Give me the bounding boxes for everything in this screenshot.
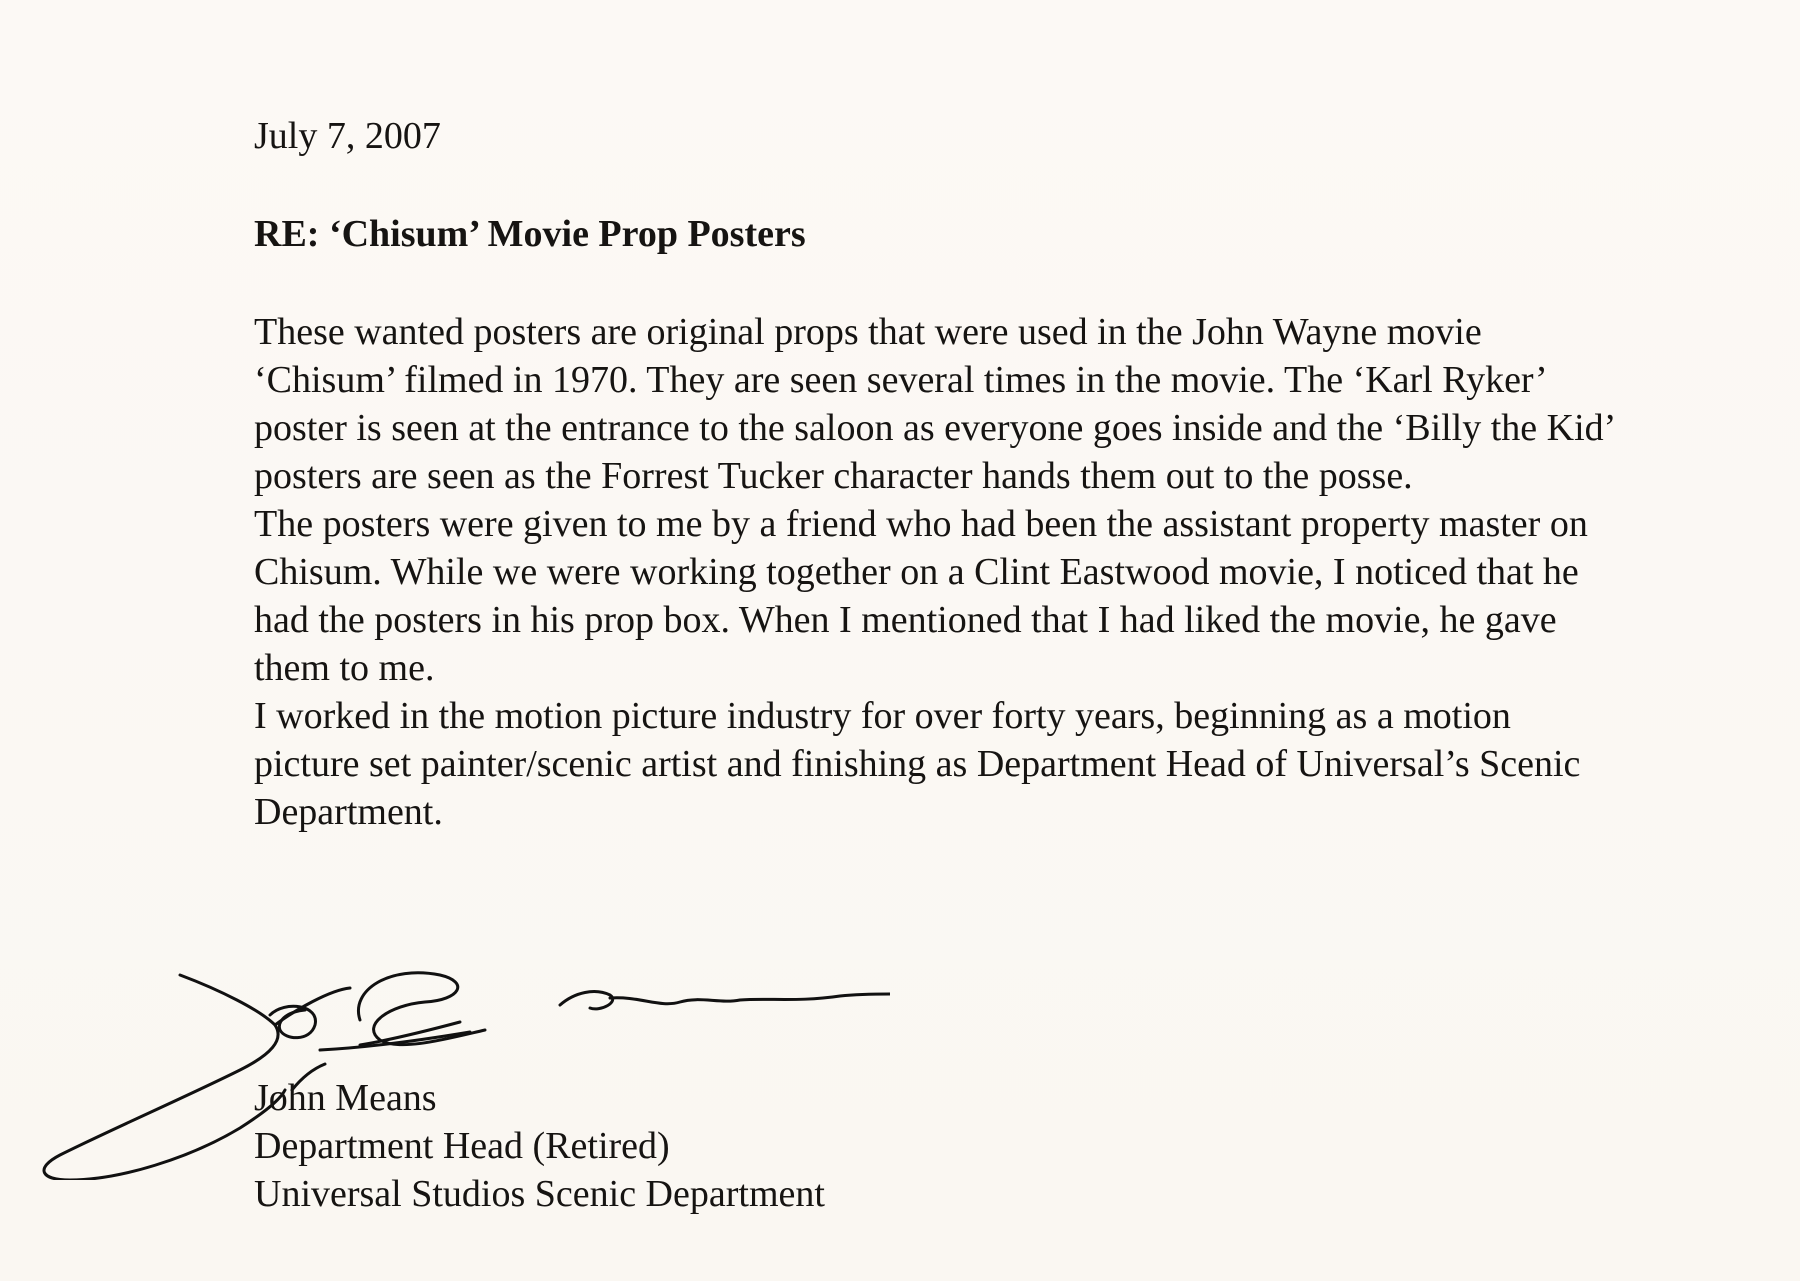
- letter-date: July 7, 2007: [254, 115, 441, 157]
- signer-organization: Universal Studios Scenic Department: [254, 1173, 825, 1215]
- body-line: Department.: [254, 791, 443, 833]
- signature-block: [254, 1074, 825, 1218]
- body-line: ‘Chisum’ filmed in 1970. They are seen several times in the movie. The ‘Karl Ryker’: [254, 359, 1548, 401]
- signer-title: Department Head (Retired): [254, 1125, 670, 1167]
- body-line: These wanted posters are original props that were used in the John Wayne movie: [254, 311, 1482, 353]
- body-line: poster is seen at the entrance to the saloon as everyone goes inside and the ‘Billy the Kid’: [254, 407, 1617, 449]
- body-line: Chisum. While we were working together on a Clint Eastwood movie, I noticed that he: [254, 551, 1579, 593]
- letter-subject: RE: ‘Chisum’ Movie Prop Posters: [254, 213, 806, 255]
- body-line: them to me.: [254, 647, 435, 689]
- letter-body: [254, 308, 1774, 836]
- body-line: picture set painter/scenic artist and finishing as Department Head of Universal’s Scenic: [254, 743, 1581, 785]
- body-line: I worked in the motion picture industry for over forty years, beginning as a motion: [254, 695, 1511, 737]
- body-line: The posters were given to me by a friend who had been the assistant property master on: [254, 503, 1588, 545]
- body-line: had the posters in his prop box. When I mentioned that I had liked the movie, he gave: [254, 599, 1557, 641]
- body-line: posters are seen as the Forrest Tucker character hands them out to the posse.: [254, 455, 1413, 497]
- signer-name: John Means: [254, 1077, 437, 1119]
